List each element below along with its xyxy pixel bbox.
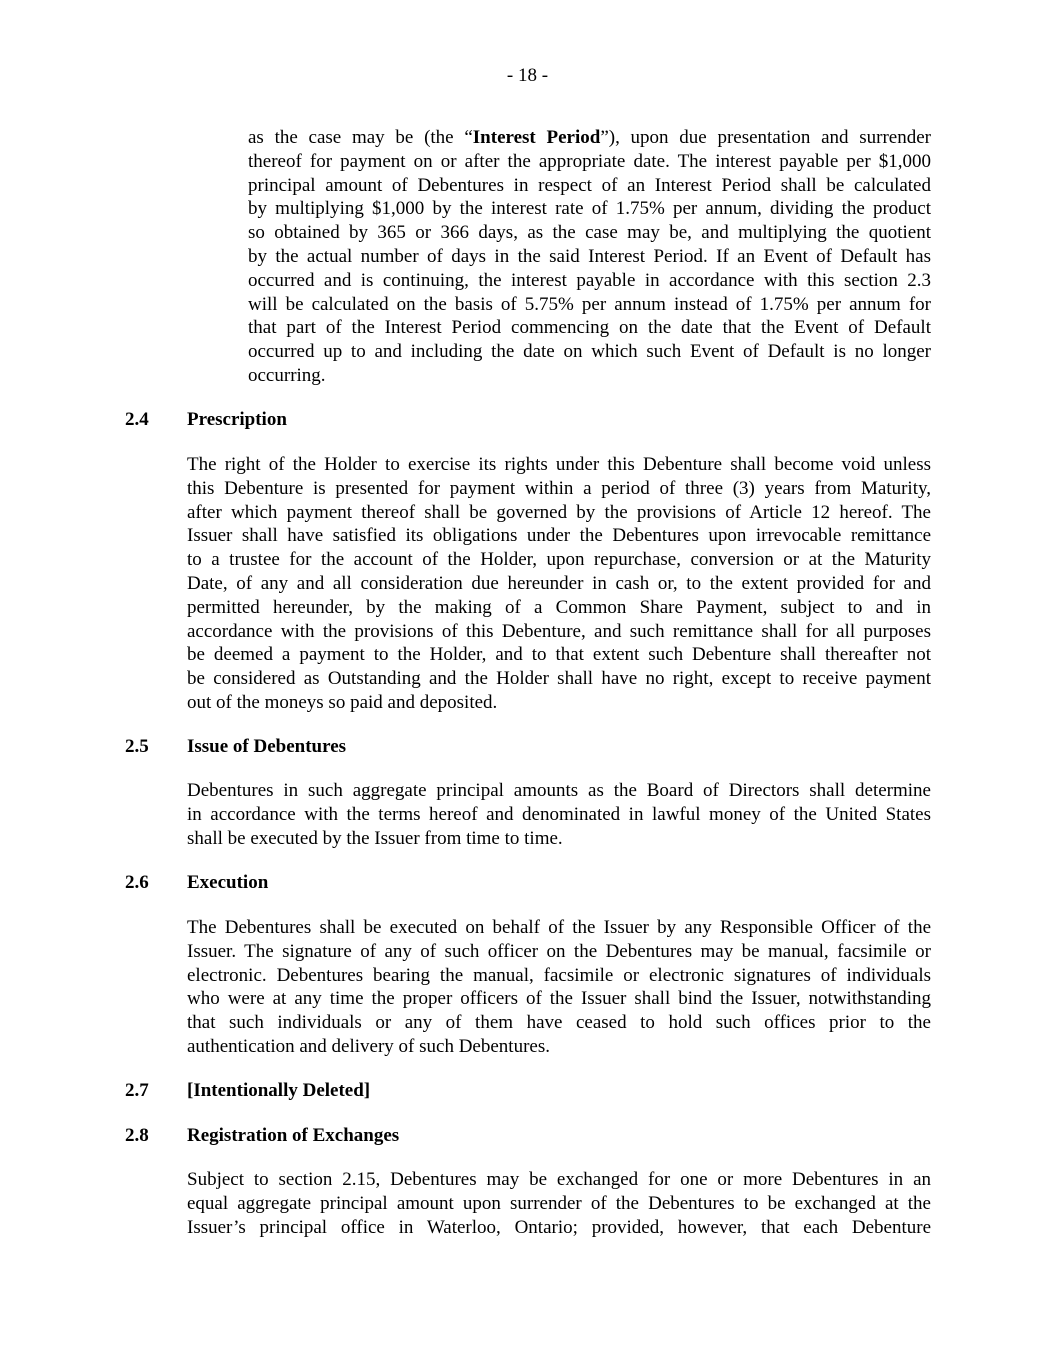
continuation-line-1 bbox=[248, 126, 931, 150]
paragraph-line: equal aggregate principal amount upon surrender of the Debentures to be exchanged at the bbox=[187, 1192, 931, 1214]
section-title: Registration of Exchanges bbox=[187, 1125, 400, 1146]
paragraph-line: The right of the Holder to exercise its rights under this Debenture shall become void unless bbox=[187, 454, 931, 475]
section-title: Execution bbox=[187, 872, 269, 893]
paragraph-line: Issuer’s principal office in Waterloo, Ontario; provided, however, that each Debenture bbox=[187, 1216, 931, 1238]
paragraph-line: authentication and delivery of such Debentures. bbox=[187, 1035, 550, 1057]
section-title: Issue of Debentures bbox=[187, 736, 347, 757]
paragraph-line: shall be executed by the Issuer from time to time. bbox=[187, 827, 563, 849]
section-number: 2.7 bbox=[125, 1080, 149, 1101]
continuation-line: occurred and is continuing, the interest payable in accordance with this section 2.3 bbox=[248, 269, 931, 291]
continuation-line: so obtained by 365 or 366 days, as the case may be, and multiplying the quotient bbox=[248, 222, 931, 244]
paragraph-line: who were at any time the proper officers of the Issuer shall bind the Issuer, notwithstanding bbox=[187, 988, 931, 1010]
section-number: 2.4 bbox=[125, 409, 149, 430]
paragraph-line: that such individuals or any of them have ceased to hold such offices prior to the bbox=[187, 1012, 931, 1034]
continuation-line: by multiplying $1,000 by the interest rate of 1.75% per annum, dividing the product bbox=[248, 198, 931, 220]
continuation-line: principal amount of Debentures in respect of an Interest Period shall be calculated bbox=[248, 174, 931, 196]
paragraph-line: out of the moneys so paid and deposited. bbox=[187, 691, 498, 713]
section-number: 2.6 bbox=[125, 872, 149, 893]
paragraph-line: accordance with the provisions of this Debenture, and such remittance shall for all purposes bbox=[187, 620, 931, 642]
section-heading-2-5 bbox=[125, 735, 346, 759]
section-title: [Intentionally Deleted] bbox=[187, 1080, 371, 1101]
section-paragraph-2-8 bbox=[187, 1168, 931, 1239]
continuation-line: will be calculated on the basis of 5.75% per annum instead of 1.75% per annum for bbox=[248, 293, 931, 315]
section-title: Prescription bbox=[187, 409, 287, 430]
paragraph-line: this Debenture is presented for payment within a period of three (3) years from Maturity, bbox=[187, 477, 931, 499]
continuation-line: occurred up to and including the date on which such Event of Default is no longer bbox=[248, 341, 931, 363]
continuation-line: occurring. bbox=[248, 364, 326, 386]
continuation-paragraph bbox=[248, 126, 931, 388]
page-number: - 18 - bbox=[506, 65, 549, 86]
paragraph-line: Subject to section 2.15, Debentures may be exchanged for one or more Debentures in an bbox=[187, 1169, 931, 1190]
continuation-line: by the actual number of days in the said Interest Period. If an Event of Default has bbox=[248, 245, 931, 267]
section-heading-2-6 bbox=[125, 871, 268, 895]
paragraph-line: Debentures in such aggregate principal amounts as the Board of Directors shall determine bbox=[187, 780, 931, 801]
paragraph-line: Issuer shall have satisfied its obligations under the Debentures upon irrevocable remittance bbox=[187, 525, 931, 547]
section-heading-2-4 bbox=[125, 408, 287, 432]
section-heading-2-7 bbox=[125, 1079, 370, 1103]
paragraph-line: The Debentures shall be executed on behalf of the Issuer by any Responsible Officer of the bbox=[187, 917, 931, 938]
paragraph-line: Issuer. The signature of any of such officer on the Debentures may be manual, facsimile or bbox=[187, 940, 931, 962]
paragraph-line: after which payment thereof shall be governed by the provisions of Article 12 hereof. The bbox=[187, 501, 931, 523]
section-number: 2.8 bbox=[125, 1125, 149, 1146]
continuation-line: thereof for payment on or after the appropriate date. The interest payable per $1,000 bbox=[248, 150, 931, 172]
paragraph-line: electronic. Debentures bearing the manual, facsimile or electronic signatures of individuals bbox=[187, 964, 931, 986]
continuation-line-1-post: ”), upon due presentation and surrender bbox=[600, 127, 931, 148]
paragraph-line: to a trustee for the account of the Holder, upon repurchase, conversion or at the Maturity bbox=[187, 549, 931, 571]
defined-term-interest-period: Interest Period bbox=[472, 127, 601, 148]
continuation-line: that part of the Interest Period commencing on the date that the Event of Default bbox=[248, 317, 931, 339]
section-paragraph-2-5 bbox=[187, 779, 931, 850]
paragraph-line: in accordance with the terms hereof and denominated in lawful money of the United States bbox=[187, 803, 931, 825]
paragraph-line: be deemed a payment to the Holder, and to that extent such Debenture shall thereafter not bbox=[187, 644, 931, 666]
paragraph-line: be considered as Outstanding and the Holder shall have no right, except to receive payment bbox=[187, 668, 931, 690]
paragraph-line: permitted hereunder, by the making of a Common Share Payment, subject to and in bbox=[187, 596, 931, 618]
continuation-line-1-pre: as the case may be (the “ bbox=[248, 127, 473, 148]
section-number: 2.5 bbox=[125, 736, 149, 757]
section-paragraph-2-4 bbox=[187, 453, 931, 715]
section-paragraph-2-6 bbox=[187, 916, 931, 1059]
section-heading-2-8 bbox=[125, 1124, 399, 1148]
paragraph-line: Date, of any and all consideration due hereunder in cash or, to the extent provided for and bbox=[187, 572, 931, 594]
